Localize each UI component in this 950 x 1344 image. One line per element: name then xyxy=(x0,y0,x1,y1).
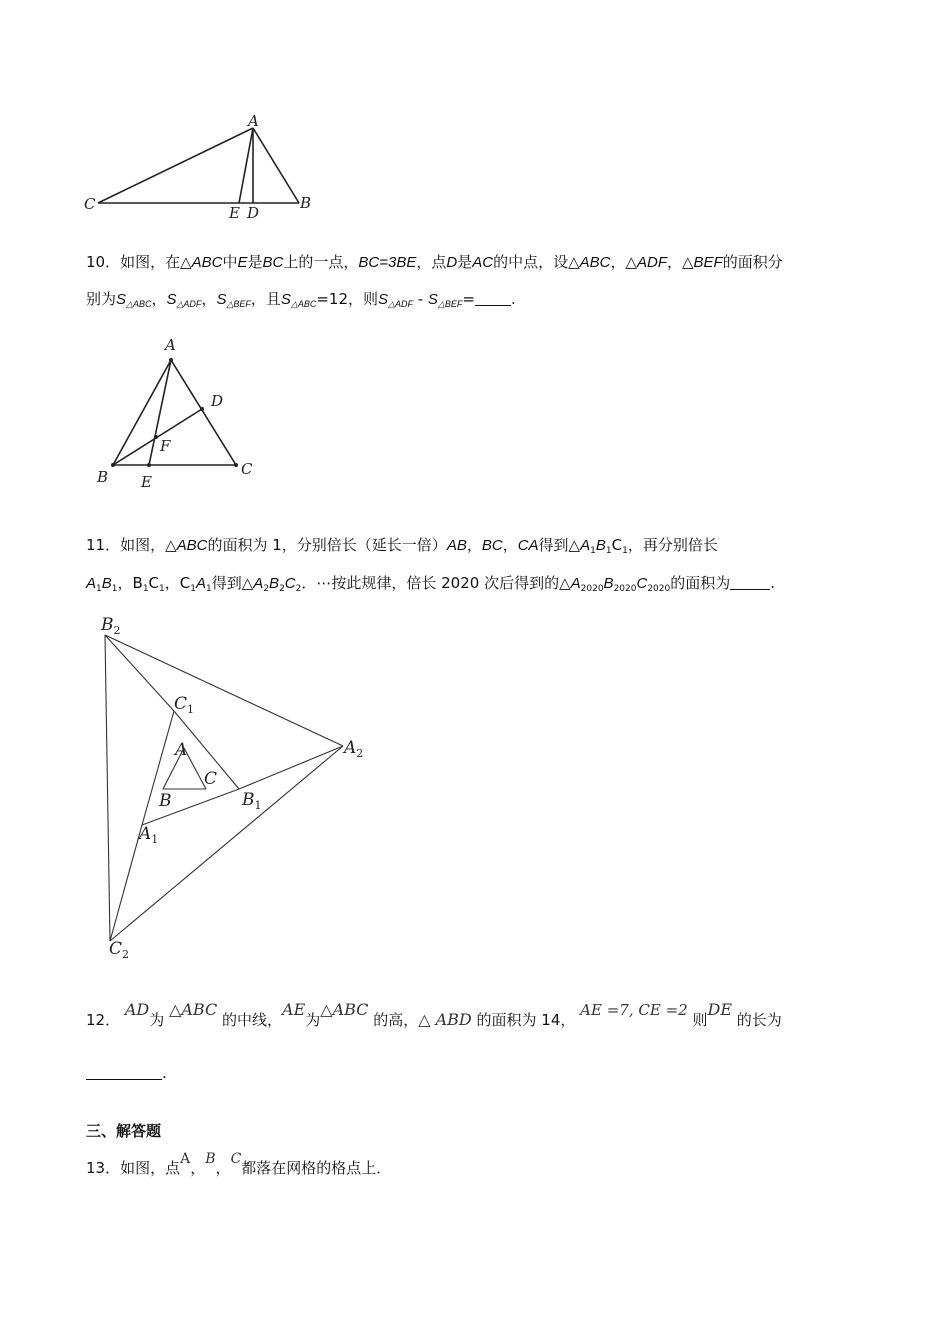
label-a: A xyxy=(175,740,188,760)
q13-number: 13． xyxy=(86,1159,121,1177)
label-a: A xyxy=(165,336,176,354)
label-a: A xyxy=(248,112,259,130)
label-c: C xyxy=(204,769,218,789)
q9-triangle-figure xyxy=(80,110,320,225)
label-b2: $B_2$ xyxy=(101,615,121,637)
label-b: B xyxy=(97,468,109,486)
label-c: C xyxy=(84,195,96,213)
q11-line2: $A_1B_1$，$B_1C_1$，$C_1A_1$得到$\triangle A_2B_2C_2$．⋯按此规律，倍长 2020 次后得到的$\triangle A_{2020}B_{2020}C_{2020}$的面积为 . xyxy=(86,574,776,594)
label-a1: $A_1$ xyxy=(139,824,159,846)
q11-line1: 11．如图，△ABC的面积为 1，分别倍长（延长一倍）AB，BC，CA得到$\triangle A_1B_1C_1$，再分别倍长 xyxy=(86,536,718,556)
q12-line2: . xyxy=(86,1063,167,1083)
q12-line1: 12． AD为 △ABC 的中线，AE为△ABC 的高，△ ABD 的面积为 14， AE =7, CE =2 则DE 的长为 xyxy=(86,1000,782,1029)
q11-triangle-figure xyxy=(95,608,385,970)
q13-line1: 13．如图，点A，B，C都落在网格的格点上． xyxy=(86,1151,392,1177)
q10-answer-blank xyxy=(475,291,511,306)
section-heading: 三、解答题 xyxy=(86,1122,162,1140)
label-e: E xyxy=(229,204,240,222)
label-e: E xyxy=(141,473,152,491)
label-c2: $C_2$ xyxy=(109,939,130,961)
label-b: B xyxy=(300,194,312,212)
label-b: B xyxy=(159,791,172,811)
q11-number: 11． xyxy=(86,536,121,554)
q10-line2: 别为$S_{\triangle ABC}$，$S_{\triangle ADF}$，$S_{\triangle BEF}$，且$S_{\triangle ABC}=12$，则$S_{\triangle ADF} - S_{\triangle BEF}=$ . xyxy=(86,290,516,309)
label-d: D xyxy=(247,204,260,222)
q12-answer-blank xyxy=(86,1065,162,1080)
label-c1: $C_1$ xyxy=(174,694,195,716)
q10-triangle-figure xyxy=(90,330,270,495)
q10-number: 10． xyxy=(86,253,121,271)
label-b1: $B_1$ xyxy=(242,790,262,812)
label-f: F xyxy=(160,437,171,455)
q12-number: 12． xyxy=(86,1011,121,1029)
label-c: C xyxy=(241,460,253,478)
q11-answer-blank xyxy=(730,575,770,590)
label-d: D xyxy=(211,392,224,410)
q10-line1: 10．如图，在△ABC中E是BC上的一点，BC=3BE，点D是AC的中点，设△ABC，△ADF，△BEF的面积分 xyxy=(86,253,783,271)
label-a2: $A_2$ xyxy=(344,738,364,760)
